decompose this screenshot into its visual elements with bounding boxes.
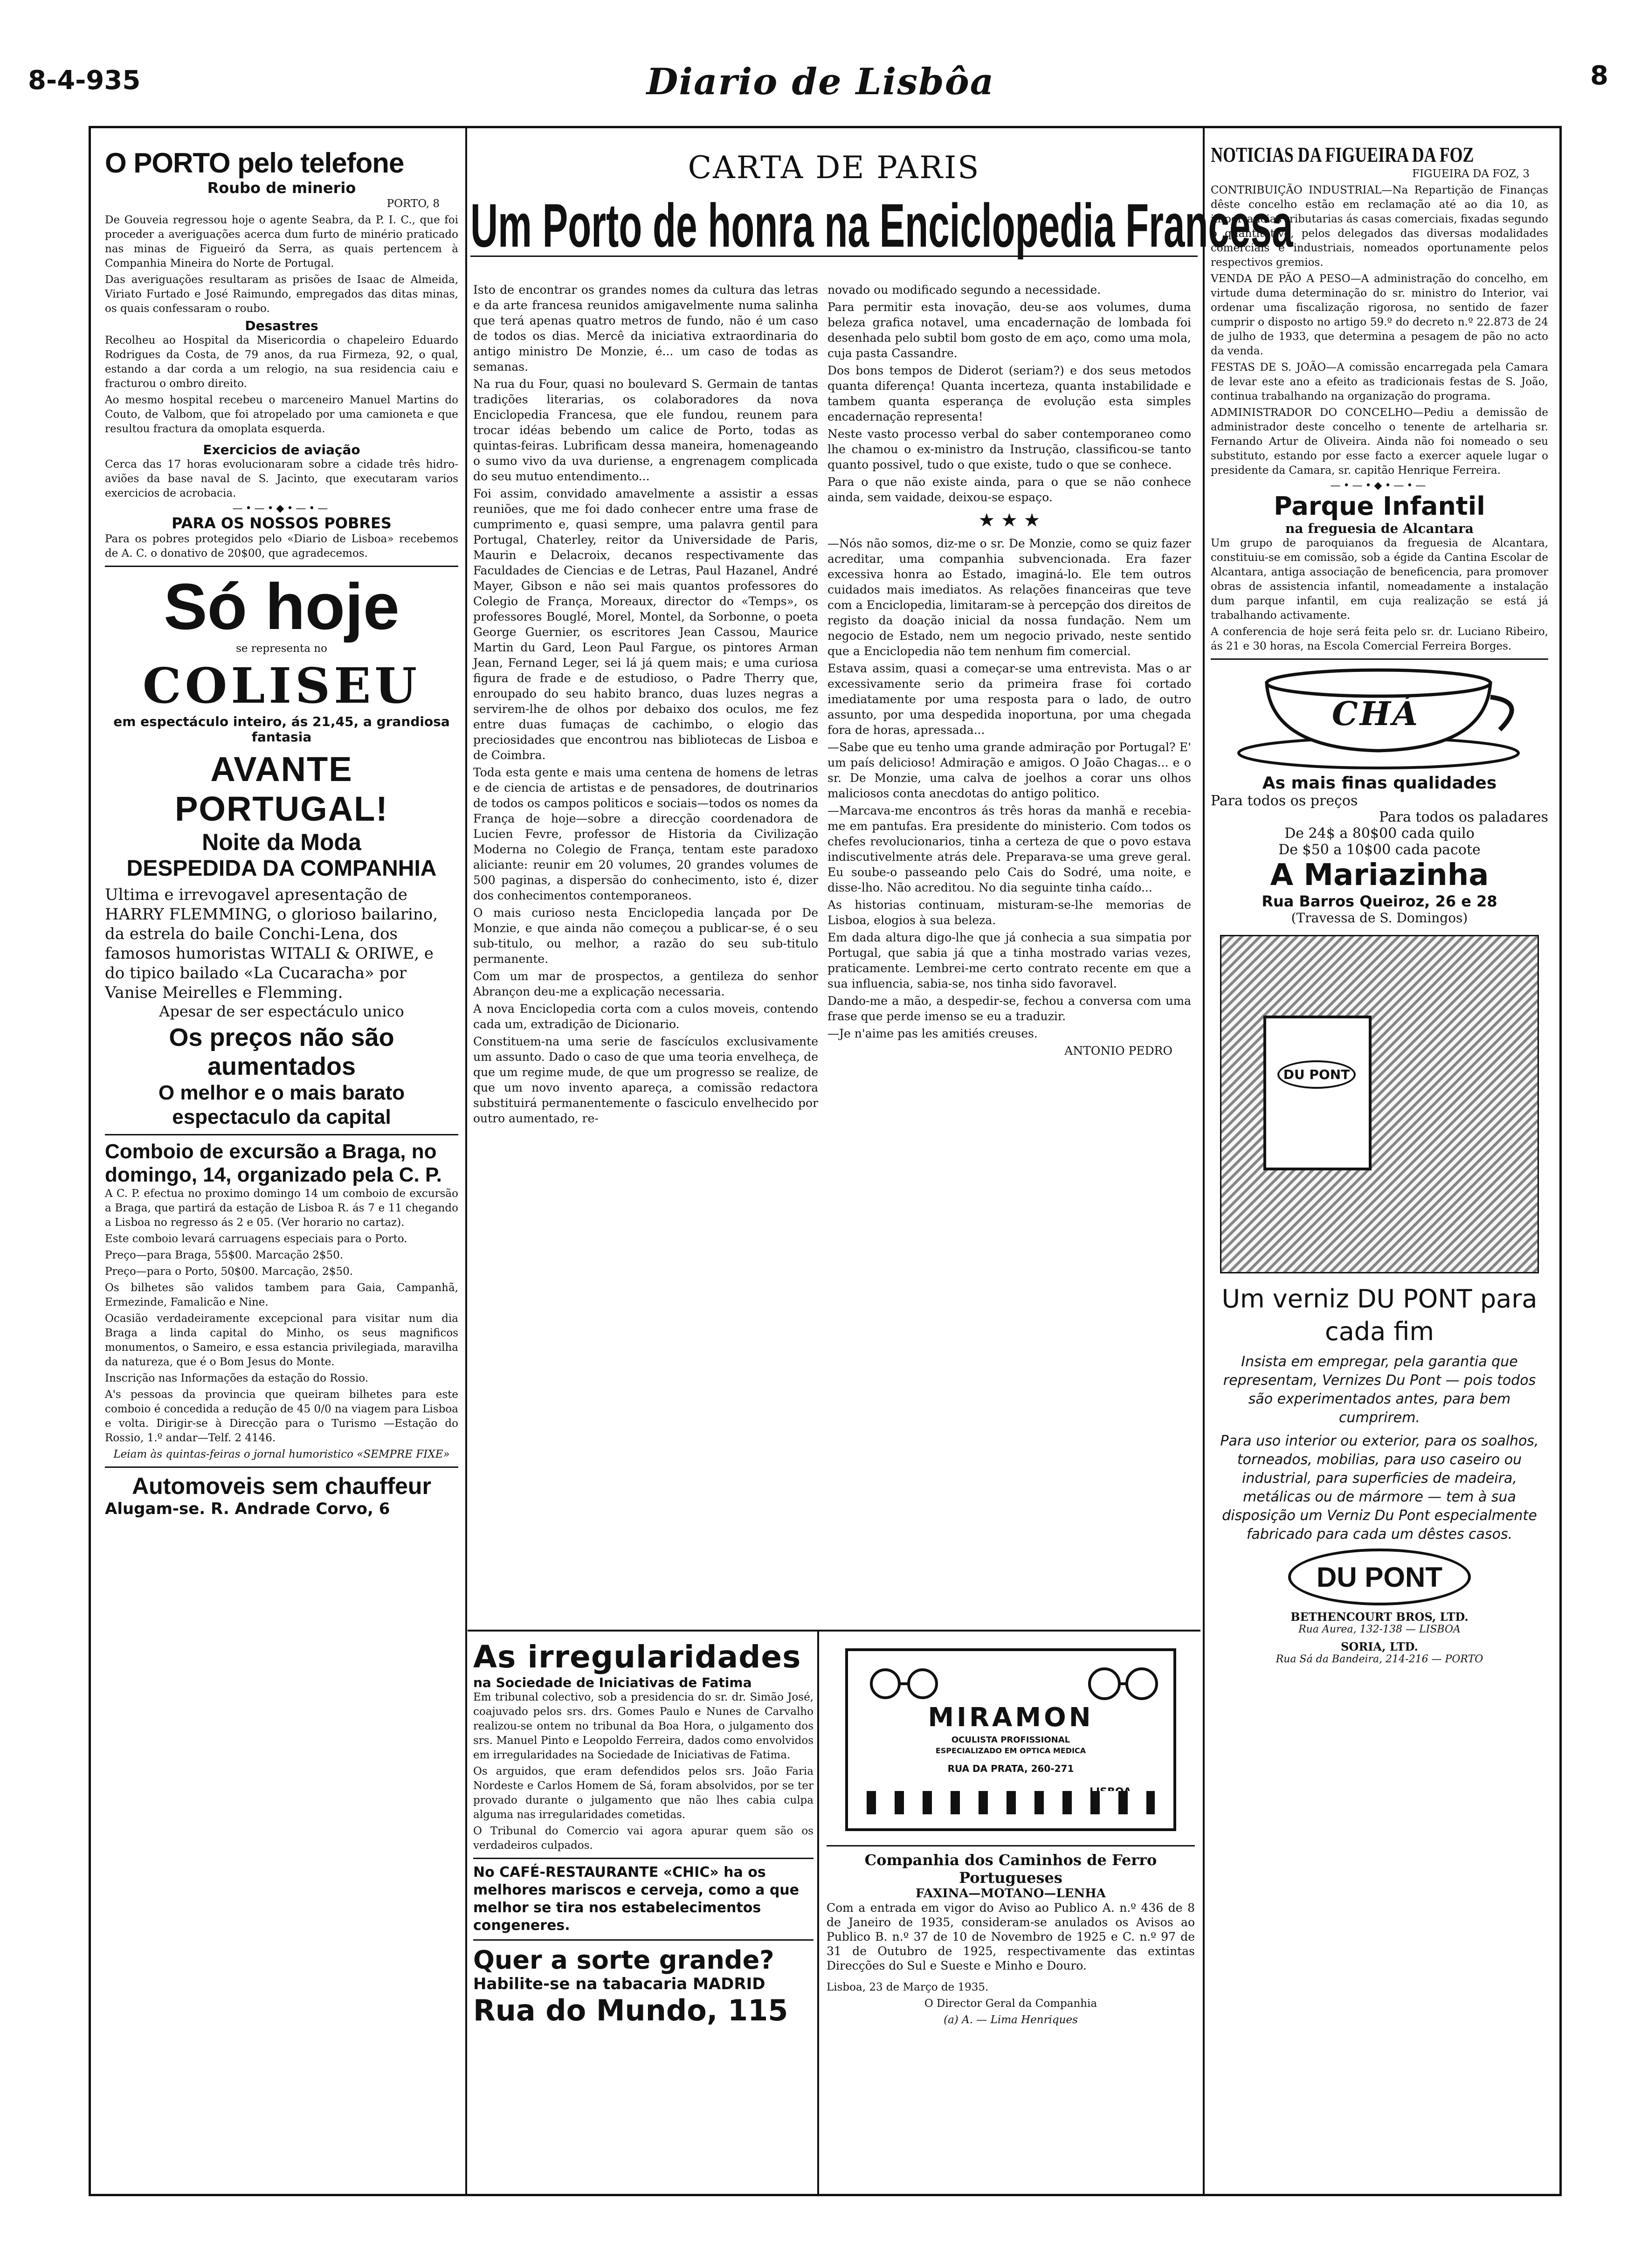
- article-paragraph: —Nós não somos, diz-me o sr. De Monzie, como se quiz fazer acreditar, uma companhia subvencionada. Era fazer excessiva honra ao Estado, imaginá-lo. Ele tem outros cuidados mais imediatos. As relações financeiras que teve com a Enciclopedia, limitaram-se à percepção dos direitos de registo da doação inicial da nossa fundação. Nem um negocio de Estado, nem um negocio privado, neste sentido que a Enciclopedia não tem nenhum fim comercial.: [827, 537, 1191, 658]
- column-rule: [817, 1630, 819, 2194]
- article-paragraph: Em dada altura digo-lhe que já conhecia a sua simpatia por Portugal, que sabia já que a tinha mostrado varias vezes, praticamente. Lembrei-me certo contrato recente em que a sua influencia, sabia-se, nos tinha sido favoravel.: [827, 931, 1191, 990]
- parque-sub: na freguesia de Alcantara: [1285, 521, 1474, 536]
- dupont-paragraph: Insista em empregar, pela garantia que representam, Vernizes Du Pont — pois todos são experimentados antes, para bem cumprirem.: [1223, 1354, 1536, 1426]
- divider: [1211, 658, 1548, 660]
- article-paragraph: Isto de encontrar os grandes nomes da cultura das letras e da arte francesa reunidos amigavelmente numa salinha que terá apenas quatro metros de fundo, não é um caso de todos os dias. Mercê da iniciativa extraordinaria do antigo ministro De Monzie, é... um caso de todas as semanas.: [473, 283, 818, 373]
- comboio-paragraph: Ocasião verdadeiramente excepcional para visitar num dia Braga a linda capital do Minho, os seus magnificos monumentos, o Sameiro, e essa estancia privilegiada, maravilha da natureza, que é o Bom Jesus do Monte.: [105, 1313, 458, 1368]
- apesar-line: Apesar de ser espectáculo unico: [159, 1003, 404, 1020]
- pobres-paragraph: Para os pobres protegidos pelo «Diario de Lisboa» recebemos de A. C. o donativo de 20$00, que agradecemos.: [105, 533, 458, 560]
- espectaculo-line: em espectáculo inteiro, ás 21,45, a grandiosa fantasia: [113, 714, 450, 745]
- lower-left-block: [473, 1639, 814, 2189]
- figueira-paragraph: VENDA DE PÃO A PESO—A administração do concelho, em virtude duma determinação do sr. ministro do Interior, vai ordenar uma fiscalização rigorosa, no sentido de fazer cumprir o disposto no artigo 59.º do decreto n.º 22.873 de 24 de julho de 1933, que determina a pesagem de pão no acto da venda.: [1211, 273, 1548, 357]
- irregularidades-headline: As irregularidades: [473, 1639, 801, 1675]
- divider: [827, 1845, 1195, 1846]
- dupont-paragraph: Para uso interior ou exterior, para os soalhos, torneados, mobilias, para uso caseiro ou industrial, para superficies de madeira, metálicas ou de mármore — tem à sua disposição um Verniz Du Pont especialmente fabricado para cada um dêstes casos.: [1220, 1433, 1539, 1542]
- tabacaria-line: Habilite-se na tabacaria MADRID: [473, 1975, 765, 1993]
- comboio-headline: Comboio de excursão a Braga, no domingo, 14, organizado pela C. P.: [105, 1140, 442, 1186]
- automoveis-address: Alugam-se. R. Andrade Corvo, 6: [105, 1500, 390, 1518]
- divider: [473, 1858, 814, 1859]
- desastres-paragraph: Ao mesmo hospital recebeu o marceneiro Manuel Martins do Couto, de Valbom, que foi atropelado por uma camioneta e que resultou fractura da omoplata esquerda.: [105, 394, 458, 435]
- dupont-headline: Um verniz DU PONT para cada fim: [1221, 1284, 1538, 1346]
- article-paragraph: novado ou modificado segundo a necessidade.: [827, 283, 1101, 297]
- varnish-can: [1263, 1016, 1372, 1170]
- instrument-icons: [867, 1791, 1155, 1814]
- dupont-logo: DU PONT: [1288, 1549, 1471, 1605]
- newspaper-title: Diario de Lisbôa: [646, 61, 995, 103]
- melhor-line: O melhor e o mais barato espectaculo da capital: [158, 1081, 405, 1128]
- comboio-paragraph: Inscrição nas Informações da estação do Rossio.: [105, 1372, 369, 1384]
- dupont-agent: SORIA, LTD.: [1341, 1640, 1418, 1653]
- dupont-agent-address: Rua Aurea, 132-138 — LISBOA: [1298, 1624, 1461, 1635]
- desastres-heading: Desastres: [245, 318, 318, 333]
- can-label: DU PONT: [1277, 1060, 1356, 1089]
- coliseu-title: COLISEU: [142, 657, 421, 714]
- miramon-line: OCULISTA PROFISSIONAL: [951, 1735, 1070, 1745]
- divider: [468, 1630, 1200, 1632]
- miramon-ad: [845, 1648, 1176, 1831]
- article-paragraph: —Je n'aime pas les amitiés creuses.: [827, 1027, 1038, 1040]
- article-signature: ANTONIO PEDRO: [1064, 1044, 1172, 1058]
- mariazinha-title: A Mariazinha: [1270, 858, 1489, 892]
- article-paragraph: —Marcava-me encontros ás três horas da manhã e recebia-me em pantufas. Era presidente do ministerio. Com todos os chefes revolucionarios, tinha a certeza de que o povo estava indiscutivelmente atrás dele. Preparava-se uma greve geral. Eu soube-o passeando pelo Cais do Sodré, uma noite, e disse-lho. Não acreditou. No dia seguinte tinha caído...: [827, 804, 1191, 894]
- column-rule: [465, 128, 467, 2194]
- ornament-divider: —•—•◆•—•—: [232, 503, 331, 514]
- cha-line: Para todos os preços: [1211, 793, 1358, 809]
- cp-date: Lisboa, 23 de Março de 1935.: [827, 1981, 989, 1993]
- noite-da-moda: Noite da Moda: [202, 829, 361, 855]
- rua-do-mundo-line: Rua do Mundo, 115: [473, 1993, 788, 2027]
- avante-portugal-title: AVANTE PORTUGAL!: [175, 750, 388, 828]
- irregularidades-paragraph: Os arguidos, que eram defendidos pelos srs. João Faria Nordeste e Carlos Homem de Sá, foram absolvidos, por se ter provado durante o julgamento que não lhes cabia culpa alguma nas irregularidades cometidas.: [473, 1765, 814, 1821]
- lower-right-block: [827, 1639, 1195, 2189]
- cp-headline: Companhia dos Caminhos de Ferro Portugueses: [864, 1851, 1157, 1887]
- comboio-paragraph: Preço—para o Porto, 50$00. Marcação, 2$50.: [105, 1265, 353, 1278]
- article-paragraph: Para o que não existe ainda, para o que se não conhece ainda, sem vaidade, deixou-se espaço.: [827, 475, 1191, 504]
- parque-paragraph: Um grupo de paroquianos da freguesia de Alcantara, constituiu-se em comissão, sob a égide da Cantina Escolar de Alcantara, antiga associação de beneficencia, para promover obras de assistencia infantil, nomeadamente a instalação dum parque infantil, em cuja realização se está já trabalhando activamente.: [1211, 537, 1548, 622]
- article-column-left: [473, 282, 818, 1597]
- cha-line: Para todos os paladares: [1379, 809, 1548, 825]
- comboio-paragraph: Este comboio levará carruagens especiais para o Porto.: [105, 1233, 407, 1245]
- cha-price: De $50 a 10$00 cada pacote: [1278, 842, 1481, 858]
- issue-date: 8-4-935: [28, 65, 141, 96]
- column-rule: [1203, 128, 1205, 2194]
- comboio-paragraph: A's pessoas da provincia que queiram bilhetes para este comboio é concedida a redução de 45 0/0 na viagem para Lisboa e volta. Dirigir-se à Direcção para o Turismo —Estação do Rossio, 1.º andar—Telf. 2 4146.: [105, 1389, 458, 1444]
- divider: [105, 566, 458, 567]
- article-paragraph: Dos bons tempos de Diderot (seriam?) e dos seus metodos quanta diferença! Quanta incerteza, quanta instabilidade e tambem quanta esperança de evolução esta simples encadernação representa!: [827, 364, 1191, 423]
- desastres-paragraph: Recolheu ao Hospital da Misericordia o chapeleiro Eduardo Rodrigues da Costa, de 79 anos, da rua Firmeza, 92, o qual, estando a dar corda a um relogio, na sua residencia caiu e fracturou o ombro direito.: [105, 334, 458, 390]
- article-paragraph: —Sabe que eu tenho uma grande admiração por Portugal? E' um país delicioso! Admiração e amigos. O João Chagas... e o sr. De Monzie, uma calva de joelhos a corar uns olhos maliciosos conta anecdotas do antigo politico.: [827, 740, 1191, 800]
- chic-ad: No CAFÉ-RESTAURANTE «CHIC» ha os melhores mariscos e cerveja, como a que melhor se tira nos estabelecimentos congeneres.: [473, 1864, 799, 1934]
- ornament-divider: —•—•◆•—•—: [1330, 480, 1429, 491]
- parque-paragraph: A conferencia de hoje será feita pelo sr. dr. Luciano Ribeiro, ás 21 e 30 horas, na Escola Comercial Ferreira Borges.: [1211, 626, 1548, 652]
- so-hoje-headline: Só hoje: [164, 570, 400, 643]
- parque-headline: Parque Infantil: [1274, 491, 1485, 521]
- porto-paragraph: De Gouveia regressou hoje o agente Seabra, da P. I. C., que foi proceder a averiguações acerca dum furto de minério praticado nas minas de Figueiró da Serra, as quais pertencem à Companhia Mineira do Norte de Portugal.: [105, 214, 458, 270]
- article-headline: Um Porto de honra na Enciclopedia Francesa: [470, 191, 1293, 260]
- miramon-line: ESPECIALIZADO EM OPTICA MEDICA: [935, 1746, 1086, 1755]
- figueira-headline: NOTICIAS DA FIGUEIRA DA FOZ: [1211, 143, 1474, 166]
- article-paragraph: Neste vasto processo verbal do saber contemporaneo como lhe chamou o ex-ministro da Instrução, classificou-se tanto quanto possivel, tudo o que existe, tudo o que se conhece.: [827, 427, 1191, 471]
- cp-signatory: O Director Geral da Companhia: [924, 1998, 1097, 2010]
- cha-logo: CHÁ: [1332, 694, 1420, 733]
- carta-de-paris-kicker: CARTA DE PARIS: [688, 150, 980, 186]
- sorte-grande-headline: Quer a sorte grande?: [473, 1945, 774, 1975]
- comboio-paragraph: Os bilhetes são validos tambem para Gaia, Campanhã, Ermezinde, Famalicão e Nine.: [105, 1282, 458, 1308]
- ultima-paragraph: Ultima e irrevogavel apresentação de HARRY FLEMMING, o glorioso bailarino, da estrela do baile Conchi-Lena, dos famosos humoristas WITALI & ORIWE, e do tipico bailado «La Cucaracha» por Vanise Meirelles e Flemming.: [105, 885, 438, 1002]
- mariazinha-address-note: (Travessa de S. Domingos): [1291, 910, 1468, 926]
- article-paragraph: Para permitir esta inovação, deu-se aos volumes, duma beleza grafica notavel, uma encadernação de lombada foi desenhada pelo subtil bom gosto de em aço, como uma mola, cuja pasta Cassandre.: [827, 300, 1191, 360]
- figueira-paragraph: ADMINISTRADOR DO CONCELHO—Pediu a demissão de administrador deste concelho o tenente de artelharia sr. Fernando Artur de Oliveira. Ainda não foi nomeado o seu substituto, estando por esse facto a exercer aquele lugar o presidente da Camara, sr. capitão Henrique Ferreira.: [1211, 407, 1548, 477]
- figueira-dateline: FIGUEIRA DA FOZ, 3: [1412, 168, 1530, 180]
- mariazinha-address: Rua Barros Queiroz, 26 e 28: [1262, 892, 1497, 910]
- porto-paragraph: Das averiguações resultaram as prisões de Isaac de Almeida, Viriato Furtado e José Raimundo, empregados das ditas minas, os quais confessaram o roubo.: [105, 274, 458, 315]
- irregularidades-sub: na Sociedade de Iniciativas de Fatima: [473, 1675, 752, 1690]
- stars-separator: ★ ★ ★: [978, 510, 1041, 531]
- aviacao-paragraph: Cerca das 17 horas evolucionaram sobre a cidade três hidro-aviões da base naval de S. Jacinto, que executaram varios exercicios de acrobacia.: [105, 458, 458, 499]
- article-paragraph: Constituem-na uma serie de fascículos exclusivamente um assunto. Dado o caso de que uma teoria envelheça, de que um regime mude, de que um progresso se realize, de que um novo invento apareça, a comissão redactora substituirá permanentemente o fasciculo envelhecido por outro aumentado, re-: [473, 1035, 818, 1125]
- cha-headline: As mais finas qualidades: [1262, 774, 1497, 793]
- article-paragraph: Com um mar de prospectos, a gentileza do senhor Abrançon deu-me a explicação necessaria.: [473, 969, 818, 998]
- divider: [105, 1466, 458, 1468]
- article-paragraph: Na rua du Four, quasi no boulevard S. Germain de tantas tradições literarias, os colaboradores da nova Enciclopedia Francesa, que ele fundou, reunem para trocar idéas bebendo um calice de Porto, todas as quintas-feiras. Lubrificam dessa maneira, homenageando o sumo vivo da uva duriense, a engrenagem complicada do seu mutuo entendimento...: [473, 377, 818, 483]
- page-frame: [89, 126, 1562, 2196]
- left-column: [95, 128, 463, 2194]
- cha-price: De 24$ a 80$00 cada quilo: [1284, 825, 1475, 842]
- cp-paragraph: Com a entrada em vigor do Aviso ao Publico A. n.º 436 de 8 de Janeiro de 1935, consideram-se anulados os Avisos ao Publico B. n.º 37 de 10 de Novembro de 1925 e C. n.º 97 de 31 de Outubro de 1925, respectivamente das extintas Direcções do Sul e Sueste e Minho e Douro.: [827, 1901, 1195, 1972]
- divider: [473, 1939, 814, 1941]
- cp-subheading: FAXINA—MOTANO—LENHA: [916, 1887, 1106, 1901]
- headline-wrap: [468, 190, 1293, 260]
- representa-line: se representa no: [236, 643, 327, 655]
- pobres-heading: PARA OS NOSSOS POBRES: [172, 514, 392, 532]
- divider: [105, 1134, 458, 1135]
- article-paragraph: Estava assim, quasi a começar-se uma entrevista. Mas o ar excessivamente serio da primeira frase foi cortado imediatamente por uma resposta para o lado, de outro assunto, por uma despedida inoportuna, por uma chegada fora de horas, apressada...: [827, 662, 1191, 737]
- masthead: [0, 0, 1641, 107]
- article-paragraph: Toda esta gente e mais uma centena de homens de letras e de ciencia de artistas e de pensadores, de doutrinarios de todos os campos politicos e sociais—todos os nomes da França de hoje—sobre a direcção coordenadora de Lucien Fevre, professor de Historia da Civilização Moderna no Colegio de França, tentam este paradoxo aliciante: reunir em 20 volumes, 20 grandes volumes de 500 paginas, a dispersão do conhecimento, isto é, dizer dos conhecimentos contemporaneos.: [473, 766, 818, 902]
- dupont-agent-address: Rua Sá da Bandeira, 214-216 — PORTO: [1276, 1653, 1483, 1665]
- article-column-right: [827, 282, 1191, 1597]
- article-paragraph: Foi assim, convidado amavelmente a assistir a essas reuniões, que me foi dado conhecer entre uma frase de cumprimento e, quasi sempre, uma palavra gentil para Portugal, Chaterley, reitor da Universidade de Paris, Maurin e Delacroix, decanos respectivamente das Faculdades de Ciencias e de Letras, Paul Hazanel, André Mayer, Gibson e não sei mais quantos professores do Colegio de França, Moreaux, director do «Temps», os professores Bouglé, Morel, Montel, da Sorbonne, o poeta George Guernier, os escritores Jean Cassou, Maurice Martin du Gard, Leon Paul Fargue, os pintores Arman Jean, Fernand Leger, sei lá já quem mais; e uma curiosa figura de frade e de estudioso, o Padre Therry que, enroupado do seu habito branco, duas luzes negras a servirem-lhe de olhos por debaixo dos oculos, me fez entre duas fumaças de cachimbo, o elogio das preciosidades que encontrou nas bibliotecas de Lisboa e de Coimbra.: [473, 487, 818, 762]
- sempre-fixe-note: Leiam às quintas-feiras o jornal humoristico «SEMPRE FIXE»: [113, 1448, 450, 1460]
- article-paragraph: Dando-me a mão, a despedir-se, fechou a conversa com uma frase que perde imenso se eu a traduzir.: [827, 994, 1191, 1023]
- porto-subheading: Roubo de minerio: [207, 179, 356, 197]
- dupont-illustration: [1220, 935, 1539, 1273]
- miramon-name: MIRAMON: [928, 1702, 1094, 1733]
- irregularidades-paragraph: O Tribunal do Comercio vai agora apurar quem são os verdadeiros culpados.: [473, 1825, 814, 1852]
- page-number: 8: [1590, 61, 1608, 91]
- article-paragraph: As historias continuam, misturam-se-lhe memorias de Lisboa, elogios à sua beleza.: [827, 898, 1191, 927]
- precos-headline: Os preços não são aumentados: [169, 1023, 394, 1080]
- dupont-agent: BETHENCOURT BROS, LTD.: [1290, 1610, 1469, 1624]
- automoveis-headline: Automoveis sem chauffeur: [132, 1473, 431, 1499]
- comboio-paragraph: A C. P. efectua no proximo domingo 14 um comboio de excursão a Braga, que partirá da estação de Lisboa R. ás 7 e 11 chegando a Lisboa no regresso ás 2 e 05. (Ver horario no cartaz).: [105, 1188, 458, 1229]
- figueira-paragraph: FESTAS DE S. JOÃO—A comissão encarregada pela Camara de levar este ano a efeito as tradicionais festas de S. João, continua trabalhando na organização do programa.: [1211, 361, 1548, 402]
- porto-headline: O PORTO pelo telefone: [105, 147, 404, 179]
- comboio-paragraph: Preço—para Braga, 55$00. Marcação 2$50.: [105, 1249, 344, 1261]
- porto-dateline: PORTO, 8: [386, 198, 440, 210]
- article-paragraph: A nova Enciclopedia corta com a culos moveis, contendo cada um, extradição de Dicionario.: [473, 1002, 818, 1031]
- cp-signature: (a) A. — Lima Henriques: [944, 2014, 1078, 2026]
- miramon-address: RUA DA PRATA, 260-271: [947, 1763, 1074, 1774]
- despedida-title: DESPEDIDA DA COMPANHIA: [126, 856, 437, 881]
- irregularidades-paragraph: Em tribunal colectivo, sob a presidencia do sr. dr. Simão José, coajuvado pelos srs. drs. Gomes Paulo e Nunes de Carvalho realizou-se ontem no tribunal da Boa Hora, o julgamento dos srs. Manuel Pinto e Leopoldo Ferreira, dados como envolvidos em irregularidades na Sociedade de Iniciativas de Fatima.: [473, 1691, 814, 1761]
- right-column: [1205, 128, 1555, 2194]
- article-paragraph: O mais curioso nesta Enciclopedia lançada por De Monzie, e que ainda não começou a publicar-se, é o seu sub-titulo, ou melhor, a razão do seu sub-titulo permanente.: [473, 906, 818, 966]
- aviacao-heading: Exercicios de aviação: [203, 442, 360, 457]
- figueira-paragraph: CONTRIBUIÇÃO INDUSTRIAL—Na Repartição de Finanças dêste concelho estão em reclamação até ao dia 10, as importancias tributarias ás casas comerciais, fixadas segundo o quantitativo, pelos delegados das diversas modalidades comerciais e industriais, nomeados oportunamente pelos respectivos gremios.: [1211, 184, 1548, 269]
